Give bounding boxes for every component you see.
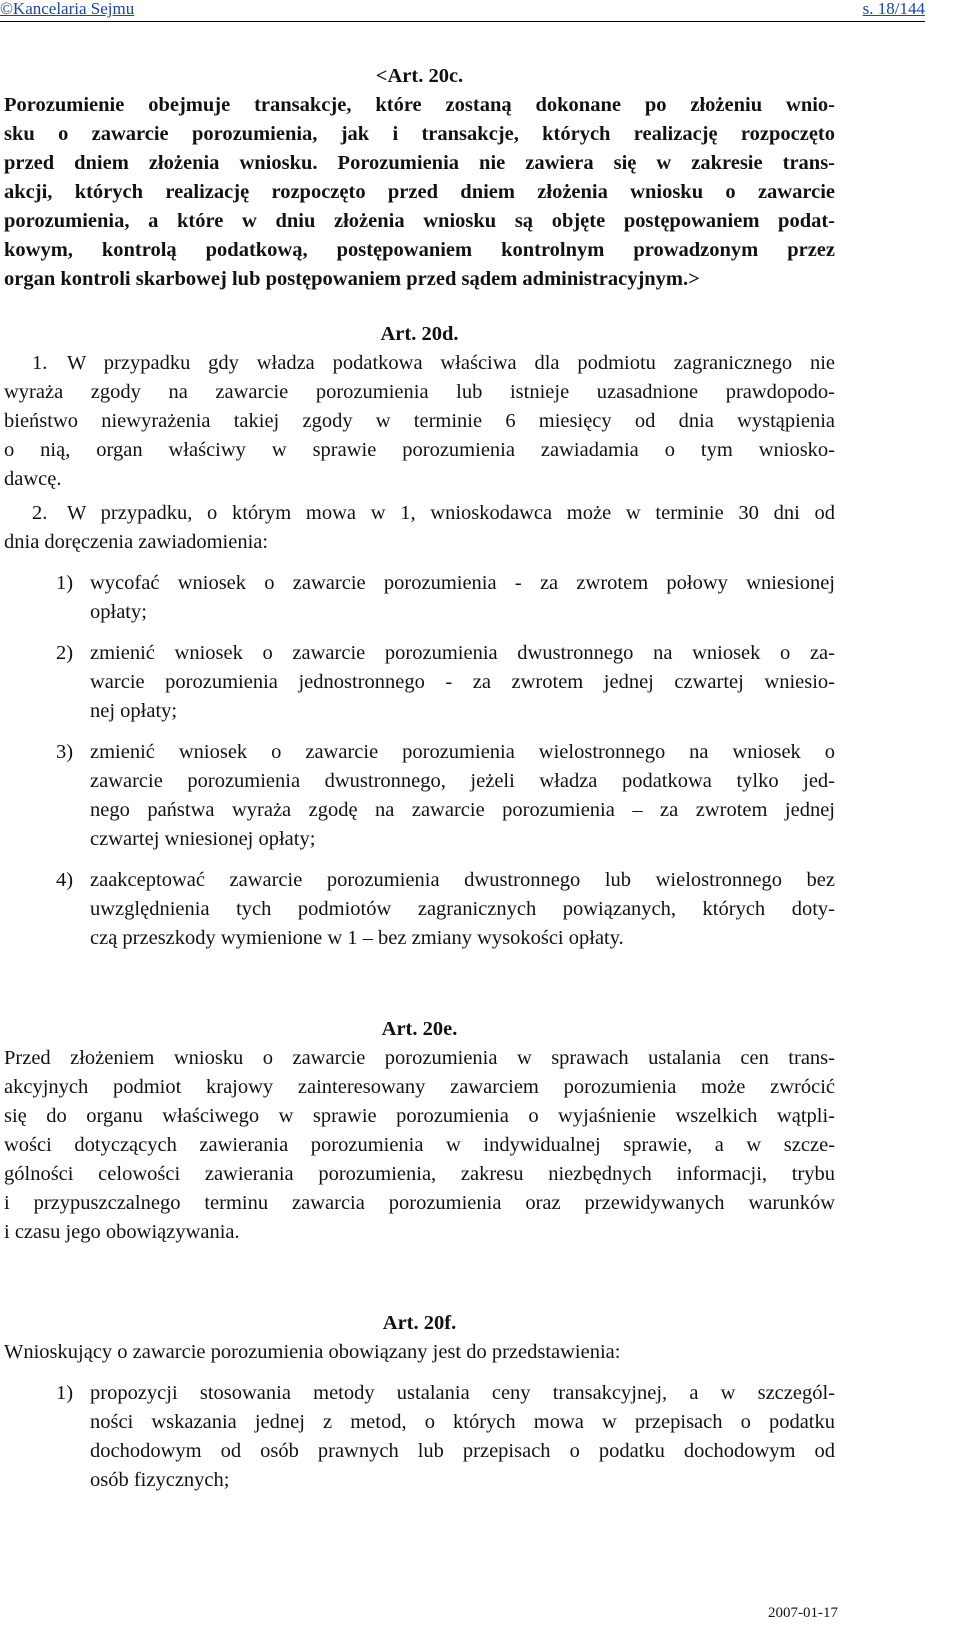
article-20f [4, 1309, 835, 1495]
text-line: i przypuszczalnego terminu zawarcia porozumienia oraz przewidywanych warunków [4, 1192, 835, 1214]
text-line: organ kontroli skarbowej lub postępowaniem przed sądem administracyjnym.> [4, 268, 700, 290]
item-number: 2) [56, 642, 74, 664]
text-line: Wnioskujący o zawarcie porozumienia obowiązany jest do przedstawienia: [4, 1341, 621, 1363]
publisher-link[interactable]: ©Kancelaria Sejmu [0, 0, 135, 18]
text-line: kowym, kontrolą podatkową, postępowaniem kontrolnym prowadzonym przez [4, 239, 835, 261]
page-number-link[interactable]: s. 18/144 [862, 0, 925, 18]
text-line: 3) zmienić wniosek o zawarcie porozumienia wielostronnego na wniosek o [90, 738, 835, 767]
article-20d [4, 320, 835, 953]
footer-date: 2007-01-17 [768, 1605, 838, 1621]
text-line: dawcę. [4, 468, 62, 490]
article-20d-heading: Art. 20d. [380, 323, 459, 345]
text-line: osób fizycznych; [90, 1469, 230, 1491]
text-line: Porozumienie obejmuje transakcje, które zostaną dokonane po złożeniu wnio- [4, 94, 835, 116]
article-20c-heading: <Art. 20c. [375, 65, 464, 87]
text-line: nej opłaty; [90, 700, 178, 722]
text-line: akcyjnych podmiot krajowy zainteresowany zawarciem porozumienia może zwrócić [4, 1076, 835, 1098]
item-number: 3) [56, 741, 74, 763]
text-line: wyraża zgody na zawarcie porozumienia lub istnieje uzasadnione prawdopodo- [4, 381, 835, 403]
text-line: warcie porozumienia jednostronnego - za zwrotem jednej czwartej wniesio- [90, 671, 835, 693]
document-body [4, 62, 835, 1495]
text-line: 2. W przypadku, o którym mowa w 1, wnioskodawca może w terminie 30 dni od [4, 499, 835, 528]
text-line: gólności celowości zawierania porozumienia, zakresu niezbędnych informacji, trybu [4, 1163, 835, 1185]
article-20c [4, 62, 835, 294]
header-rule [0, 21, 925, 22]
text-line: dochodowym od osób prawnych lub przepisach o podatku dochodowym od [90, 1440, 835, 1462]
list-item [4, 738, 835, 854]
page-header [0, 0, 960, 22]
text-line: wości dotyczących zawierania porozumienia w indywidualnej sprawie, a w szcze- [4, 1134, 835, 1156]
text-line: czwartej wniesionej opłaty; [90, 828, 316, 850]
text-line: uwzględnienia tych podmiotów zagranicznych powiązanych, których doty- [90, 898, 835, 920]
text-line: opłaty; [90, 601, 147, 623]
text-line: 4) zaakceptować zawarcie porozumienia dwustronnego lub wielostronnego bez [90, 866, 835, 895]
article-20e [4, 1015, 835, 1247]
text-line: czą przeszkody wymienione w 1 – bez zmiany wysokości opłaty. [90, 927, 624, 949]
text-line: Przed złożeniem wniosku o zawarcie porozumienia w sprawach ustalania cen trans- [4, 1047, 835, 1069]
text-line: się do organu właściwego w sprawie porozumienia o wyjaśnienie wszelkich wątpli- [4, 1105, 835, 1127]
paragraph-number: 1. [32, 352, 48, 374]
item-number: 4) [56, 869, 74, 891]
text-line: dnia doręczenia zawiadomienia: [4, 531, 269, 553]
text-line: o nią, organ właściwy w sprawie porozumienia zawiadamia o tym wniosko- [4, 439, 835, 461]
list-item [4, 1379, 835, 1495]
article-20f-heading: Art. 20f. [382, 1312, 457, 1334]
text-line: 1) propozycji stosowania metody ustalania ceny transakcyjnej, a w szczegól- [90, 1379, 835, 1408]
list-item [4, 639, 835, 726]
text-line: porozumienia, a które w dniu złożenia wniosku są objęte postępowaniem podat- [4, 210, 835, 232]
text-line: nego państwa wyraża zgodę na zawarcie porozumienia – za zwrotem jednej [90, 799, 835, 821]
paragraph-number: 2. [32, 502, 48, 524]
paragraph-1 [4, 349, 835, 494]
article-20e-heading: Art. 20e. [381, 1018, 458, 1040]
text-line: bieństwo niewyrażenia takiej zgody w terminie 6 miesięcy od dnia wystąpienia [4, 410, 835, 432]
text-line: przed dniem złożenia wniosku. Porozumienia nie zawiera się w zakresie trans- [4, 152, 835, 174]
list-item [4, 569, 835, 627]
text-line: akcji, których realizację rozpoczęto przed dniem złożenia wniosku o zawarcie [4, 181, 835, 203]
text-line: 2) zmienić wniosek o zawarcie porozumienia dwustronnego na wniosek o za- [90, 639, 835, 668]
article-20c-text [4, 91, 835, 294]
list-item [4, 866, 835, 953]
text-line: zawarcie porozumienia dwustronnego, jeżeli władza podatkowa tylko jed- [90, 770, 835, 792]
text-line: 1. W przypadku gdy władza podatkowa właściwa dla podmiotu zagranicznego nie [4, 349, 835, 378]
item-number: 1) [56, 1382, 74, 1404]
text-line: 1) wycofać wniosek o zawarcie porozumienia - za zwrotem połowy wniesionej [90, 569, 835, 598]
text-line: ności wskazania jednej z metod, o których mowa w przepisach o podatku [90, 1411, 835, 1433]
item-number: 1) [56, 572, 74, 594]
paragraph-2 [4, 499, 835, 557]
text-line: i czasu jego obowiązywania. [4, 1221, 240, 1243]
text-line: sku o zawarcie porozumienia, jak i transakcje, których realizację rozpoczęto [4, 123, 835, 145]
